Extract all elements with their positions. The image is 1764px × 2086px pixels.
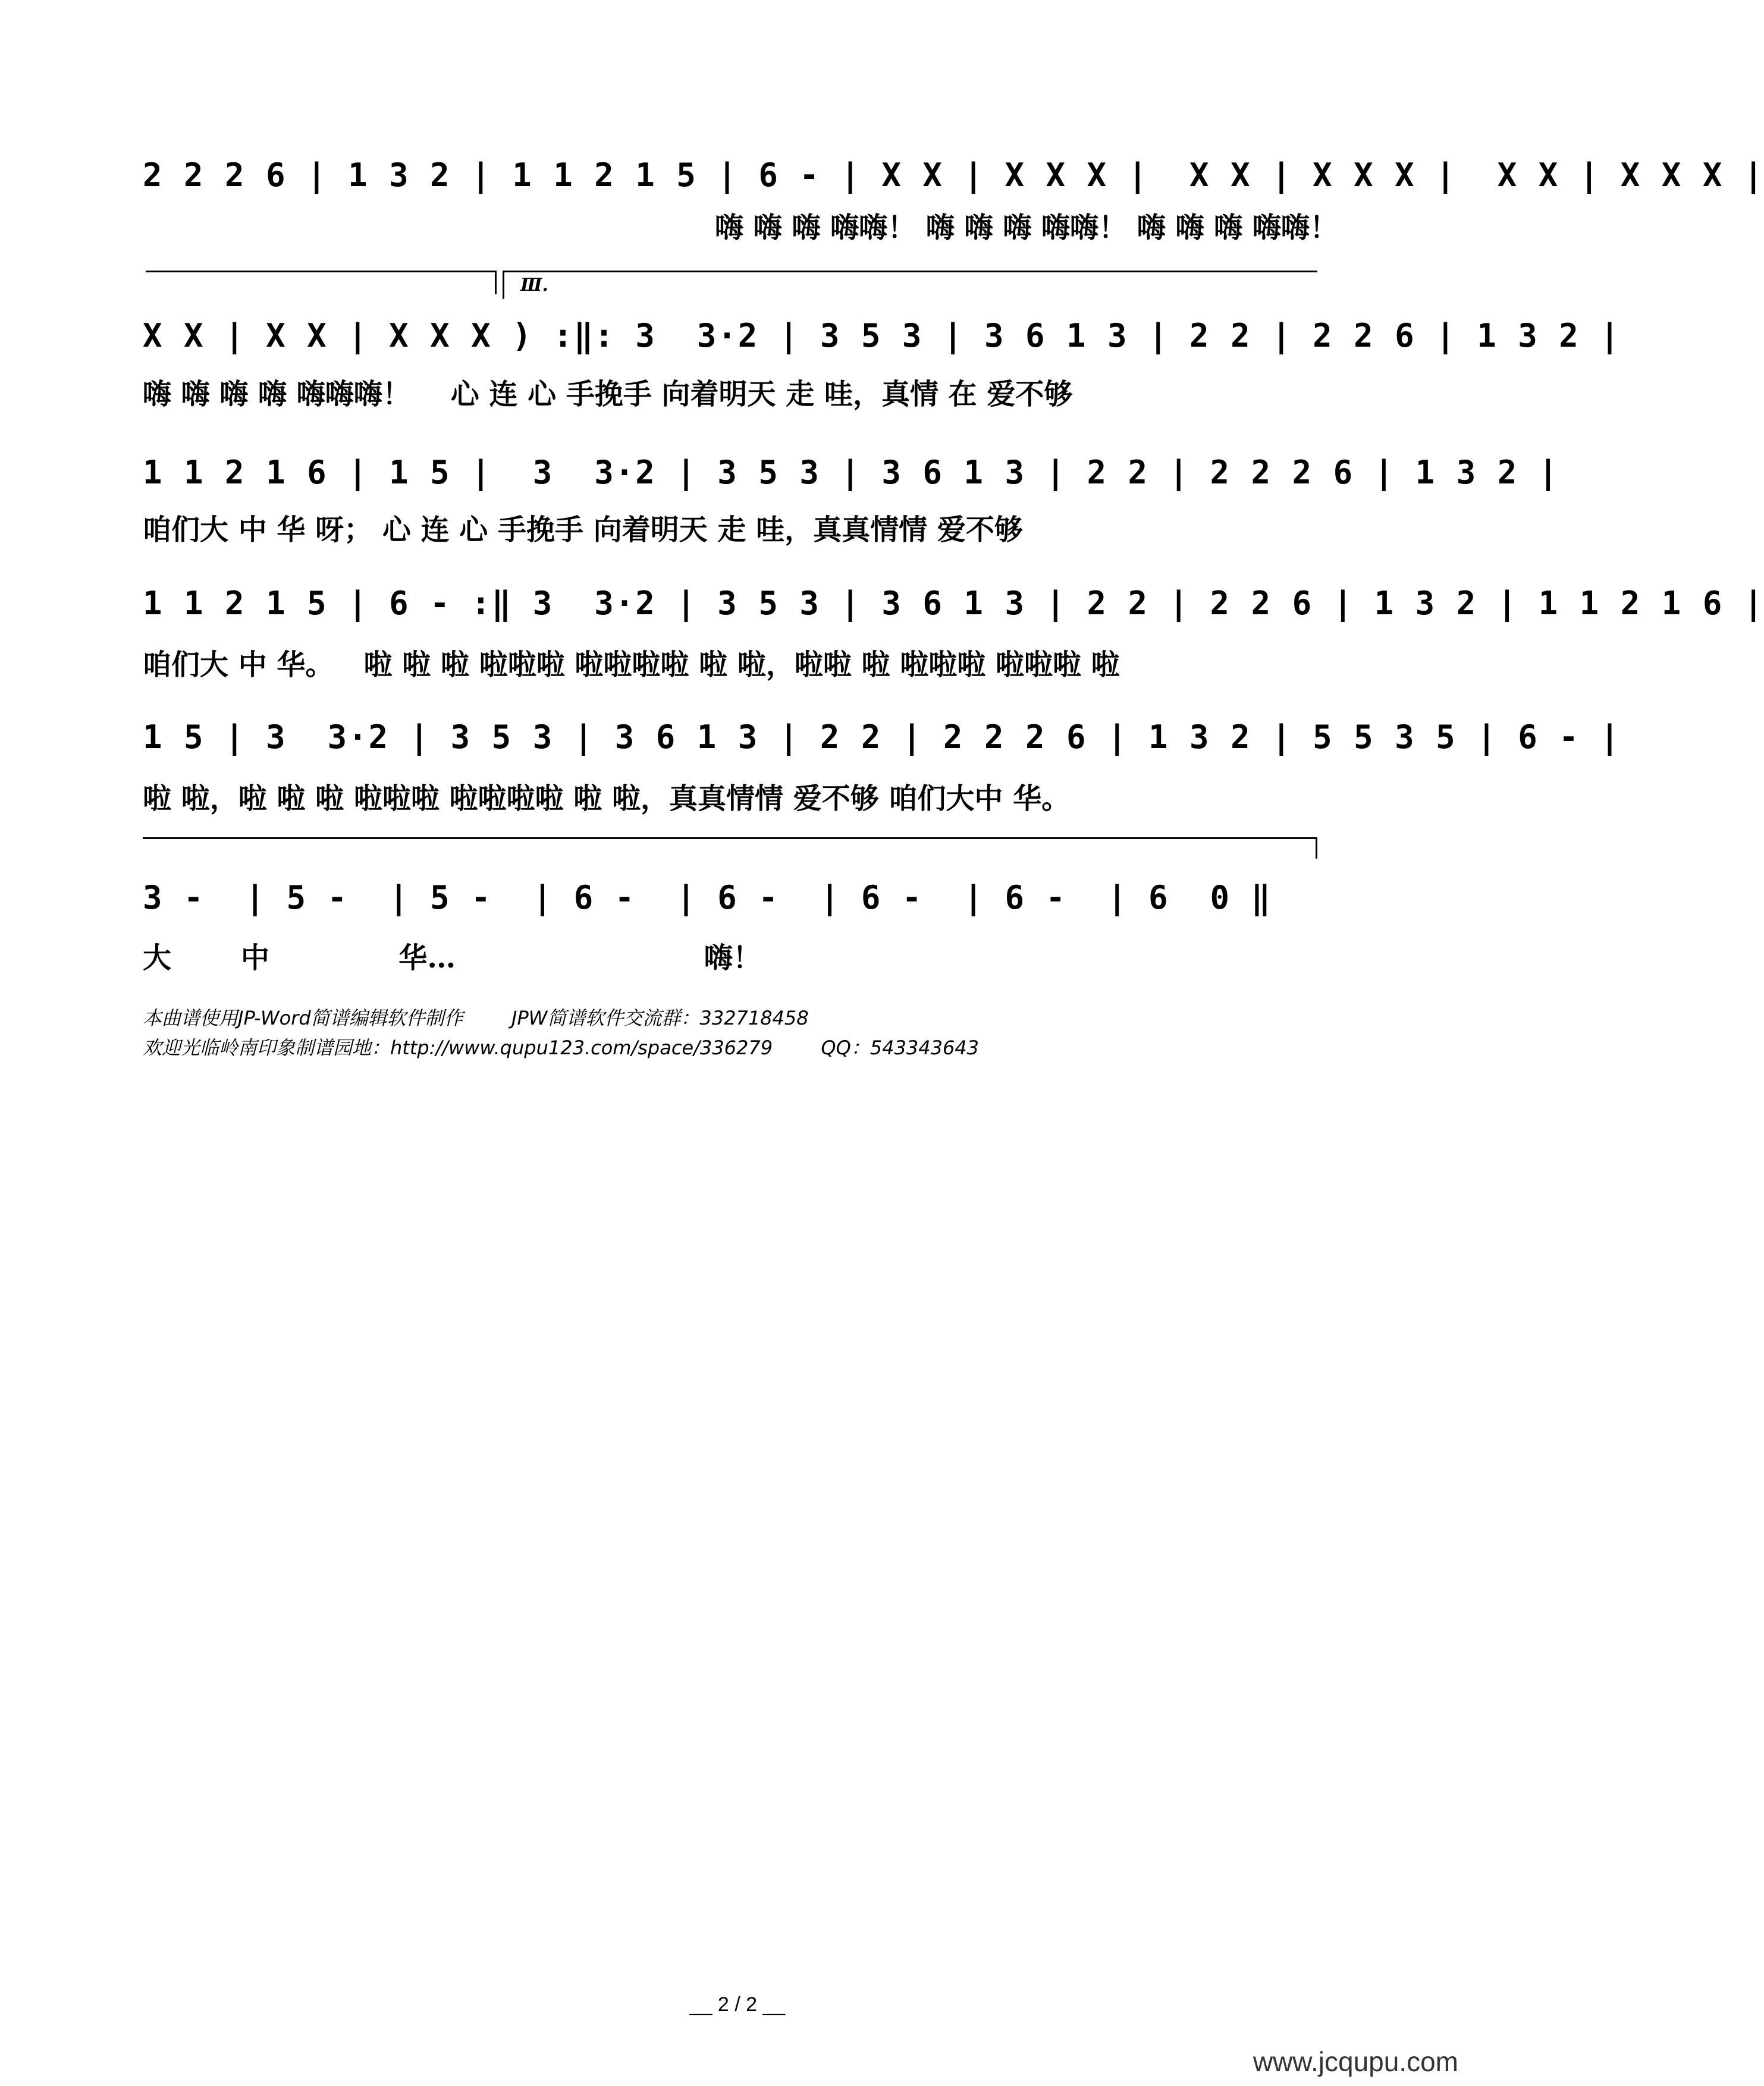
system-6-lyrics: 大 中 华… 嗨！ <box>143 941 761 975</box>
system-5-lyrics: 啦 啦，啦 啦 啦 啦啦啦 啦啦啦啦 啦 啦，真真情情 爱不够 咱们大中 华。 <box>143 782 1071 815</box>
footer-credit-2: 欢迎光临岭南印象制谱园地：http://www.qupu123.com/space/336279 QQ：543343643 <box>143 1036 980 1059</box>
volta-bracket <box>503 271 1317 272</box>
system-3-notes: 1 1 2 1 6 | 1 5 | 3 3·2 | 3 5 3 | 3 6 1 3 | 2 2 | 2 2 2 6 | 1 3 2 | <box>143 454 1559 491</box>
system-1-notes: 2 2 2 6 | 1 3 2 | 1 1 2 1 5 | 6 - | X X | X X X | X X | X X X | X X | X X X | <box>143 156 1764 194</box>
volta-bracket-start <box>503 271 504 299</box>
page-number: __ 2 / 2 __ <box>689 1993 786 2016</box>
system-3-lyrics: 咱们大 中 华 呀； 心 连 心 手挽手 向着明天 走 哇，真真情情 爱不够 <box>143 513 1023 546</box>
system-6-bracket <box>143 837 1317 839</box>
system-5-notes: 1 5 | 3 3·2 | 3 5 3 | 3 6 1 3 | 2 2 | 2 2 2 6 | 1 3 2 | 5 5 3 5 | 6 - | <box>143 718 1621 756</box>
volta-label: Ⅲ. <box>520 275 548 296</box>
system-2-notes: X X | X X | X X X ) :‖: 3 3·2 | 3 5 3 | 3 6 1 3 | 2 2 | 2 2 6 | 1 3 2 | <box>143 317 1621 354</box>
system-4-notes: 1 1 2 1 5 | 6 - :‖ 3 3·2 | 3 5 3 | 3 6 1 3 | 2 2 | 2 2 6 | 1 3 2 | 1 1 2 1 6 | <box>143 585 1764 622</box>
system-1-lyrics: 嗨 嗨 嗨 嗨嗨！ 嗨 嗨 嗨 嗨嗨！ 嗨 嗨 嗨 嗨嗨！ <box>715 211 1338 244</box>
footer-credit-1: 本曲谱使用JP-Word简谱编辑软件制作 JPW简谱软件交流群：332718458 <box>143 1007 809 1029</box>
system-4-lyrics: 咱们大 中 华。 啦 啦 啦 啦啦啦 啦啦啦啦 啦 啦，啦啦 啦 啦啦啦 啦啦啦 啦 <box>143 648 1120 681</box>
watermark: www.jcqupu.com <box>1253 2046 1458 2077</box>
system-2-bracket-left <box>146 271 497 272</box>
system-6-notes: 3 - | 5 - | 5 - | 6 - | 6 - | 6 - | 6 - | 6 0 ‖ <box>143 879 1272 916</box>
system-2-bracket-left-end <box>495 271 497 294</box>
system-6-bracket-end <box>1316 837 1317 859</box>
system-2-lyrics: 嗨 嗨 嗨 嗨 嗨嗨嗨！ 心 连 心 手挽手 向着明天 走 哇，真情 在 爱不够 <box>143 378 1073 411</box>
